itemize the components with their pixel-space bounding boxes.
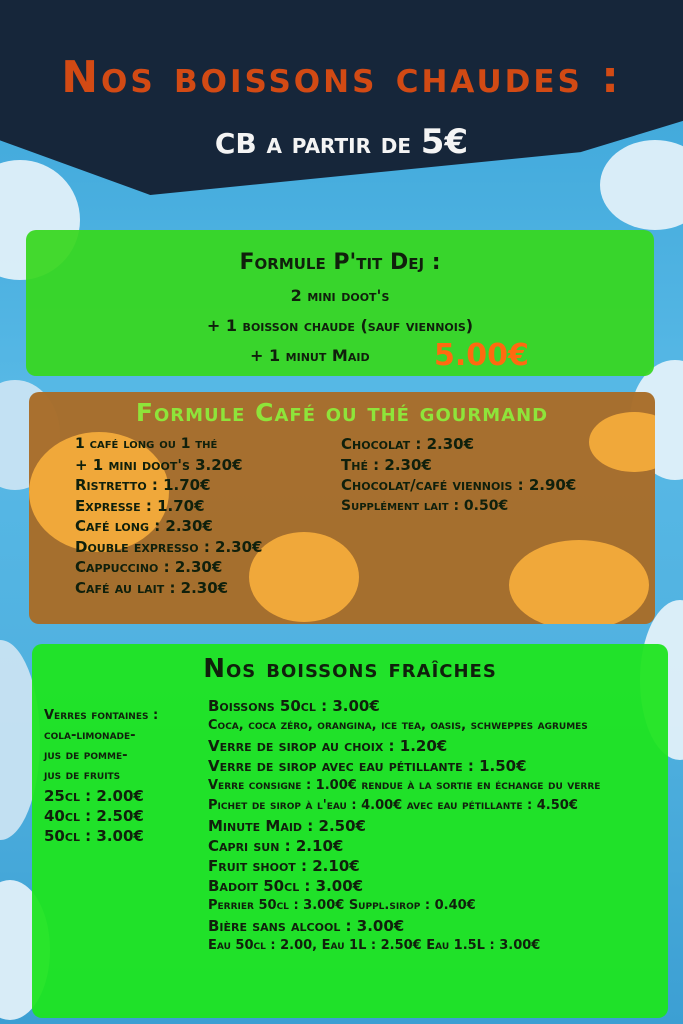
breakfast-price: 5.00€: [434, 338, 529, 373]
list-item: Perrier 50cl : 3.00€ Suppl.sirop : 0.40€: [208, 898, 476, 913]
cold-drinks-title: Nos boissons fraîches: [203, 654, 497, 684]
list-item: Supplément lait : 0.50€: [341, 497, 509, 514]
breakfast-line: 2 mini doot's: [290, 286, 390, 305]
list-item: Minute Maid : 2.50€: [208, 817, 366, 835]
list-item: Chocolat/café viennois : 2.90€: [341, 476, 577, 494]
list-item: Bière sans alcool : 3.00€: [208, 917, 405, 935]
list-item: 1 café long ou 1 thé: [75, 436, 218, 452]
breakfast-title: Formule P'tit Dej :: [239, 250, 441, 275]
list-item: Verres fontaines :: [44, 708, 159, 723]
list-item: 25cl : 2.00€: [44, 787, 144, 805]
list-item: Expresse : 1.70€: [75, 496, 205, 515]
cloud-decoration: [249, 532, 359, 622]
list-item: Verre de sirop au choix : 1.20€: [208, 737, 448, 755]
card-minimum-label: CB a partir de: [214, 127, 412, 160]
gourmet-left-list: [75, 434, 263, 598]
card-minimum-price: 5€: [420, 122, 469, 162]
list-item: Cappuccino : 2.30€: [75, 558, 223, 576]
list-item: Double expresso : 2.30€: [75, 537, 263, 556]
gourmet-right-list: [341, 434, 576, 516]
list-item: Ristretto : 1.70€: [75, 476, 211, 494]
list-item: jus de pomme-: [44, 748, 128, 763]
list-item: Café au lait : 2.30€: [75, 578, 229, 597]
list-item: Capri sun : 2.10€: [208, 837, 344, 855]
list-item: Badoit 50cl : 3.00€: [208, 877, 364, 895]
list-item: cola-limonade-: [44, 728, 136, 743]
list-item: Coca, coca zéro, orangina, ice tea, oasis, schweppes agrumes: [208, 718, 588, 733]
breakfast-line: + 1 boisson chaude (sauf viennois): [206, 316, 474, 335]
cold-drinks-list: [208, 696, 660, 956]
list-item: Verre consigne : 1.00€ rendue à la sortie en échange du verre: [208, 778, 601, 793]
list-item: 50cl : 3.00€: [44, 827, 144, 845]
list-item: Boissons 50cl : 3.00€: [208, 697, 380, 715]
fountain-list: [44, 706, 158, 846]
breakfast-line: + 1 minut Maid: [250, 346, 370, 365]
page-title: Nos boissons chaudes :: [61, 52, 622, 103]
list-item: Chocolat : 2.30€: [341, 435, 475, 453]
list-item: Thé : 2.30€: [341, 455, 432, 474]
list-item: + 1 mini doot's 3.20€: [75, 455, 243, 474]
list-item: Café long : 2.30€: [75, 517, 213, 535]
list-item: 40cl : 2.50€: [44, 807, 144, 825]
list-item: Eau 50cl : 2.00, Eau 1L : 2.50€ Eau 1.5L : 3.00€: [208, 938, 541, 953]
cloud-decoration: [509, 540, 649, 624]
cold-drinks-panel: [32, 644, 668, 1018]
list-item: Verre de sirop avec eau pétillante : 1.50€: [208, 757, 527, 775]
gourmet-formula-panel: [29, 392, 655, 624]
list-item: Pichet de sirop à l'eau : 4.00€ avec eau pétillante : 4.50€: [208, 798, 578, 813]
breakfast-formula-panel: [26, 230, 654, 376]
list-item: jus de fruits: [44, 768, 121, 783]
list-item: Fruit shoot : 2.10€: [208, 857, 360, 875]
gourmet-title: Formule Café ou thé gourmand: [135, 398, 549, 427]
card-minimum-note: [0, 122, 683, 162]
